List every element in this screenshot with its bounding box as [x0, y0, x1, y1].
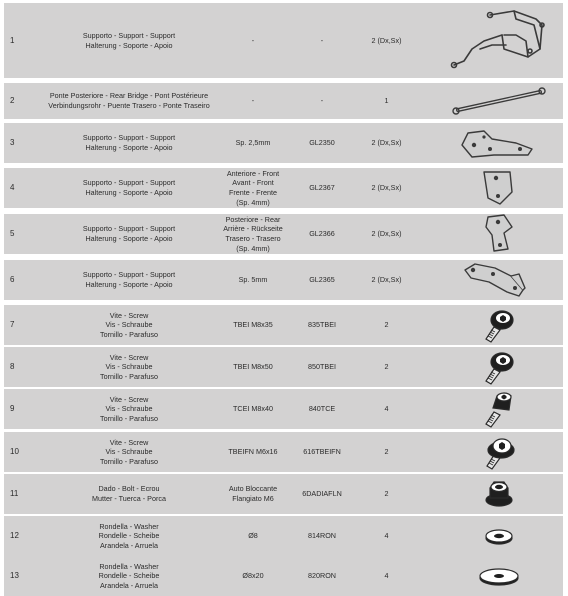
description-line: Verbindungsrohr - Puente Trasero - Ponte Traseiro	[48, 101, 210, 110]
rear-bracket-icon	[434, 214, 563, 254]
description-line: Supporto - Support - Support	[82, 270, 176, 280]
description-line: Supporto - Support - Support	[82, 224, 176, 234]
small-washer-icon	[434, 516, 563, 556]
part-number: 10	[10, 447, 19, 457]
part-quantity: 2	[384, 489, 389, 499]
part-code: 6DADIAFLN	[302, 489, 342, 499]
part-spec	[218, 168, 288, 208]
part-code: GL2367	[309, 183, 335, 193]
description-line: Rondella - Washer	[99, 521, 159, 531]
spec-line: TBEIFN M6x16	[228, 447, 278, 457]
button-head-screw-icon	[434, 347, 563, 387]
spec-line: Sp. 2,5mm	[235, 138, 271, 148]
part-quantity: 2 (Dx,Sx)	[371, 138, 402, 148]
spec-line: (Sp. 4mm)	[236, 197, 270, 207]
part-number: 11	[10, 489, 19, 499]
description-line: Halterung - Soporte - Apoio	[85, 188, 173, 197]
part-number: 7	[10, 320, 15, 330]
description-line: Rondelle - Scheibe	[98, 571, 160, 581]
part-spec	[218, 474, 288, 514]
table-row	[4, 168, 563, 208]
spec-line: Anteriore - Front	[226, 168, 280, 178]
description-line: Tornillo - Parafuso	[100, 413, 158, 423]
description-line: Tornillo - Parafuso	[100, 456, 158, 466]
part-code: -	[320, 35, 324, 45]
table-row	[4, 389, 563, 429]
part-spec	[218, 432, 288, 472]
part-description	[34, 214, 224, 254]
description-line: Halterung - Soporte - Apoio	[85, 143, 173, 152]
spec-line: Ø8x20	[242, 571, 264, 581]
part-code: 850TBEI	[308, 362, 336, 372]
part-code: 616TBEIFN	[303, 447, 341, 457]
part-spec	[218, 556, 288, 596]
rack-frame-icon	[434, 3, 563, 78]
part-quantity: 4	[384, 571, 389, 581]
part-quantity: 2 (Dx,Sx)	[371, 183, 402, 193]
part-quantity: 2 (Dx,Sx)	[371, 229, 402, 239]
table-row	[4, 3, 563, 78]
description-line: Tornillo - Parafuso	[100, 371, 158, 381]
spec-line: Arrière - Rückseite	[223, 224, 283, 234]
part-code: GL2365	[309, 275, 335, 285]
part-number: 1	[10, 35, 15, 45]
part-quantity: 4	[384, 404, 389, 414]
part-description	[34, 474, 224, 514]
part-description	[34, 3, 224, 78]
description-line: Mutter - Tuerca - Porca	[92, 494, 166, 503]
part-number: 5	[10, 229, 15, 239]
part-spec	[218, 83, 288, 119]
description-line: Vite - Screw	[109, 394, 149, 404]
part-number: 2	[10, 96, 15, 106]
part-description	[34, 556, 224, 596]
table-row	[4, 556, 563, 596]
table-row	[4, 474, 563, 514]
flat-bracket-icon	[434, 123, 563, 163]
description-line: Ponte Posteriore - Rear Bridge - Pont Postérieure	[49, 91, 209, 101]
flanged-nut-icon	[434, 474, 563, 514]
part-quantity: 2 (Dx,Sx)	[371, 35, 402, 45]
spec-line: (Sp. 4mm)	[236, 243, 270, 253]
part-quantity: 1	[384, 96, 389, 106]
table-row	[4, 83, 563, 119]
part-spec	[218, 260, 288, 300]
part-code: -	[320, 96, 324, 106]
description-line: Vite - Screw	[109, 437, 149, 447]
description-line: Vis - Schraube	[105, 404, 153, 414]
spec-line: Auto Bloccante	[228, 484, 278, 494]
description-line: Halterung - Soporte - Apoio	[85, 280, 173, 289]
table-row	[4, 347, 563, 387]
part-number: 4	[10, 183, 15, 193]
part-number: 13	[10, 571, 19, 581]
part-description	[34, 305, 224, 345]
spec-line: -	[251, 35, 255, 45]
spec-line: TBEI M8x35	[233, 320, 273, 330]
part-quantity: 2	[384, 447, 389, 457]
part-spec	[218, 516, 288, 556]
table-row	[4, 260, 563, 300]
description-line: Vite - Screw	[109, 352, 149, 362]
description-line: Vis - Schraube	[105, 362, 153, 372]
part-code: 835TBEI	[308, 320, 336, 330]
rear-bridge-bar-icon	[434, 83, 563, 119]
part-code: GL2350	[309, 138, 335, 148]
description-line: Supporto - Support - Support	[82, 133, 176, 143]
table-row	[4, 432, 563, 472]
large-washer-icon	[434, 556, 563, 596]
part-description	[34, 432, 224, 472]
table-row	[4, 214, 563, 254]
description-line: Arandela - Arruela	[100, 540, 158, 550]
part-quantity: 2	[384, 362, 389, 372]
description-line: Arandela - Arruela	[100, 580, 158, 590]
description-line: Dado - Bolt - Ecrou	[98, 484, 160, 494]
part-spec	[218, 123, 288, 163]
part-number: 8	[10, 362, 15, 372]
spec-line: Sp. 5mm	[238, 275, 268, 285]
button-head-screw-icon	[434, 305, 563, 345]
spec-line: -	[251, 96, 255, 106]
spec-line: TBEI M8x50	[233, 362, 273, 372]
part-spec	[218, 214, 288, 254]
flanged-button-screw-icon	[434, 432, 563, 472]
part-spec	[218, 389, 288, 429]
part-number: 3	[10, 138, 15, 148]
part-description	[34, 347, 224, 387]
spec-line: TCEI M8x40	[233, 404, 273, 414]
part-code: 840TCE	[308, 404, 336, 414]
part-number: 9	[10, 404, 15, 414]
part-spec	[218, 305, 288, 345]
part-spec	[218, 3, 288, 78]
part-description	[34, 123, 224, 163]
description-line: Supporto - Support - Support	[82, 30, 176, 40]
table-row	[4, 516, 563, 556]
front-bracket-icon	[434, 168, 563, 208]
part-description	[34, 516, 224, 556]
description-line: Halterung - Soporte - Apoio	[85, 40, 173, 50]
part-number: 12	[10, 531, 19, 541]
spec-line: Ø8	[248, 531, 258, 541]
part-code: 820RON	[308, 571, 336, 581]
spec-line: Trasero - Trasero	[225, 234, 281, 243]
part-description	[34, 260, 224, 300]
part-quantity: 4	[384, 531, 389, 541]
part-description	[34, 389, 224, 429]
table-row	[4, 305, 563, 345]
spec-line: Frente - Frente	[229, 188, 277, 197]
description-line: Halterung - Soporte - Apoio	[85, 234, 173, 243]
description-line: Rondella - Washer	[99, 561, 159, 571]
bent-plate-bracket-icon	[434, 260, 563, 300]
table-row	[4, 123, 563, 163]
description-line: Vis - Schraube	[105, 447, 153, 457]
part-number: 6	[10, 275, 15, 285]
part-quantity: 2	[384, 320, 389, 330]
description-line: Supporto - Support - Support	[82, 178, 176, 188]
spec-line: Avant - Front	[232, 178, 274, 188]
part-spec	[218, 347, 288, 387]
part-description	[34, 83, 224, 119]
description-line: Vite - Screw	[109, 310, 149, 320]
description-line: Tornillo - Parafuso	[100, 329, 158, 339]
part-description	[34, 168, 224, 208]
socket-cap-screw-icon	[434, 389, 563, 429]
part-quantity: 2 (Dx,Sx)	[371, 275, 402, 285]
description-line: Rondelle - Scheibe	[98, 531, 160, 541]
spec-line: Flangiato M6	[232, 494, 274, 503]
part-code: 814RON	[308, 531, 336, 541]
spec-line: Posteriore - Rear	[225, 214, 281, 224]
description-line: Vis - Schraube	[105, 320, 153, 330]
part-code: GL2366	[309, 229, 335, 239]
